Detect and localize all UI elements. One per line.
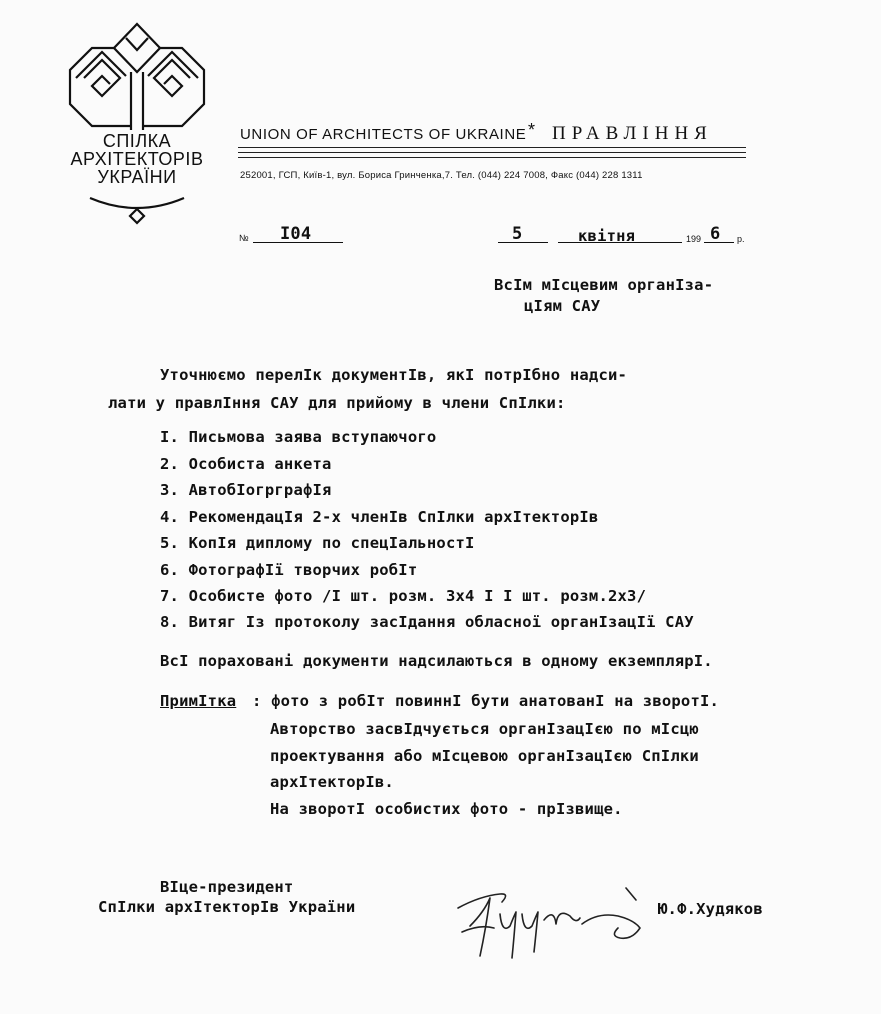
header-separator: * — [528, 120, 536, 140]
signatory-title-line2: СпІлки архІтекторІв України — [98, 898, 356, 916]
list-item: 8. Витяг Із протоколу засІдання обласної органІзацІї САУ — [160, 613, 694, 631]
org-name-en: UNION OF ARCHITECTS OF UKRAINE — [240, 126, 527, 143]
document-month: квітня — [578, 227, 636, 245]
signatory-name: Ю.Ф.Худяков — [658, 900, 763, 918]
document-number: I04 — [280, 224, 312, 244]
note-line: : фото з робІт повиннІ бути анатованІ на зворотІ. — [252, 692, 720, 710]
list-item: 7. Особисте фото /I шт. розм. 3х4 I I шт. розм.2х3/ — [160, 587, 647, 605]
year-digit: 6 — [710, 224, 721, 244]
note-line: На зворотІ особистих фото - прІзвище. — [270, 800, 623, 818]
list-item: 6. ФотографІї творчих робІт — [160, 561, 418, 579]
year-prefix: 199 — [686, 234, 702, 244]
list-item: 3. АвтобІогрграфІя — [160, 481, 332, 499]
list-item: 2. Особиста анкета — [160, 455, 332, 473]
header-rule-top — [238, 147, 746, 148]
addressee-line2: цІям САУ — [524, 297, 601, 315]
year-suffix: р. — [737, 234, 745, 244]
list-item: I. Письмова заява вступаючого — [160, 428, 437, 446]
logo-text-line1: СПІЛКА — [102, 131, 172, 151]
intro-line1: Уточнюємо перелІк документІв, якІ потрІбно надси- — [160, 366, 628, 384]
signatory-title-line1: ВІце-президент — [160, 878, 294, 896]
board-title-ua: ПРАВЛІННЯ — [552, 123, 713, 144]
intro-line2: лати у правлІння САУ для прийому в члени СпІлки: — [108, 394, 566, 412]
note-line: архІтекторІв. — [270, 773, 394, 791]
closing-line: ВсІ пораховані документи надсилаються в одному екземплярІ. — [160, 652, 713, 670]
union-emblem-logo — [62, 18, 212, 228]
header-rule-middle — [238, 152, 746, 153]
org-address: 252001, ГСП, Київ-1, вул. Бориса Гринченка,7. Тел. (044) 224 7008, Факс (044) 228 1311 — [240, 170, 643, 181]
day-field-line — [498, 242, 548, 243]
number-label: № — [239, 233, 249, 243]
note-line: проектування або мІсцевою органІзацІєю СпІлки — [270, 747, 699, 765]
note-label: ПримІтка — [160, 692, 237, 710]
list-item: 5. КопІя диплому по спецІальностІ — [160, 534, 475, 552]
list-item: 4. РекомендацІя 2-х членІв СпІлки архІтекторІв — [160, 508, 599, 526]
handwritten-signature — [440, 868, 650, 968]
logo-text-line3: УКРАЇНИ — [97, 167, 177, 187]
document-day: 5 — [512, 224, 523, 244]
addressee-line1: ВсІм мІсцевим органІза- — [494, 276, 714, 294]
note-line: Авторство засвІдчується органІзацІєю по мІсцю — [270, 720, 699, 738]
header-rule-bottom — [238, 157, 746, 158]
logo-text-line2: АРХІТЕКТОРІВ — [70, 149, 204, 169]
